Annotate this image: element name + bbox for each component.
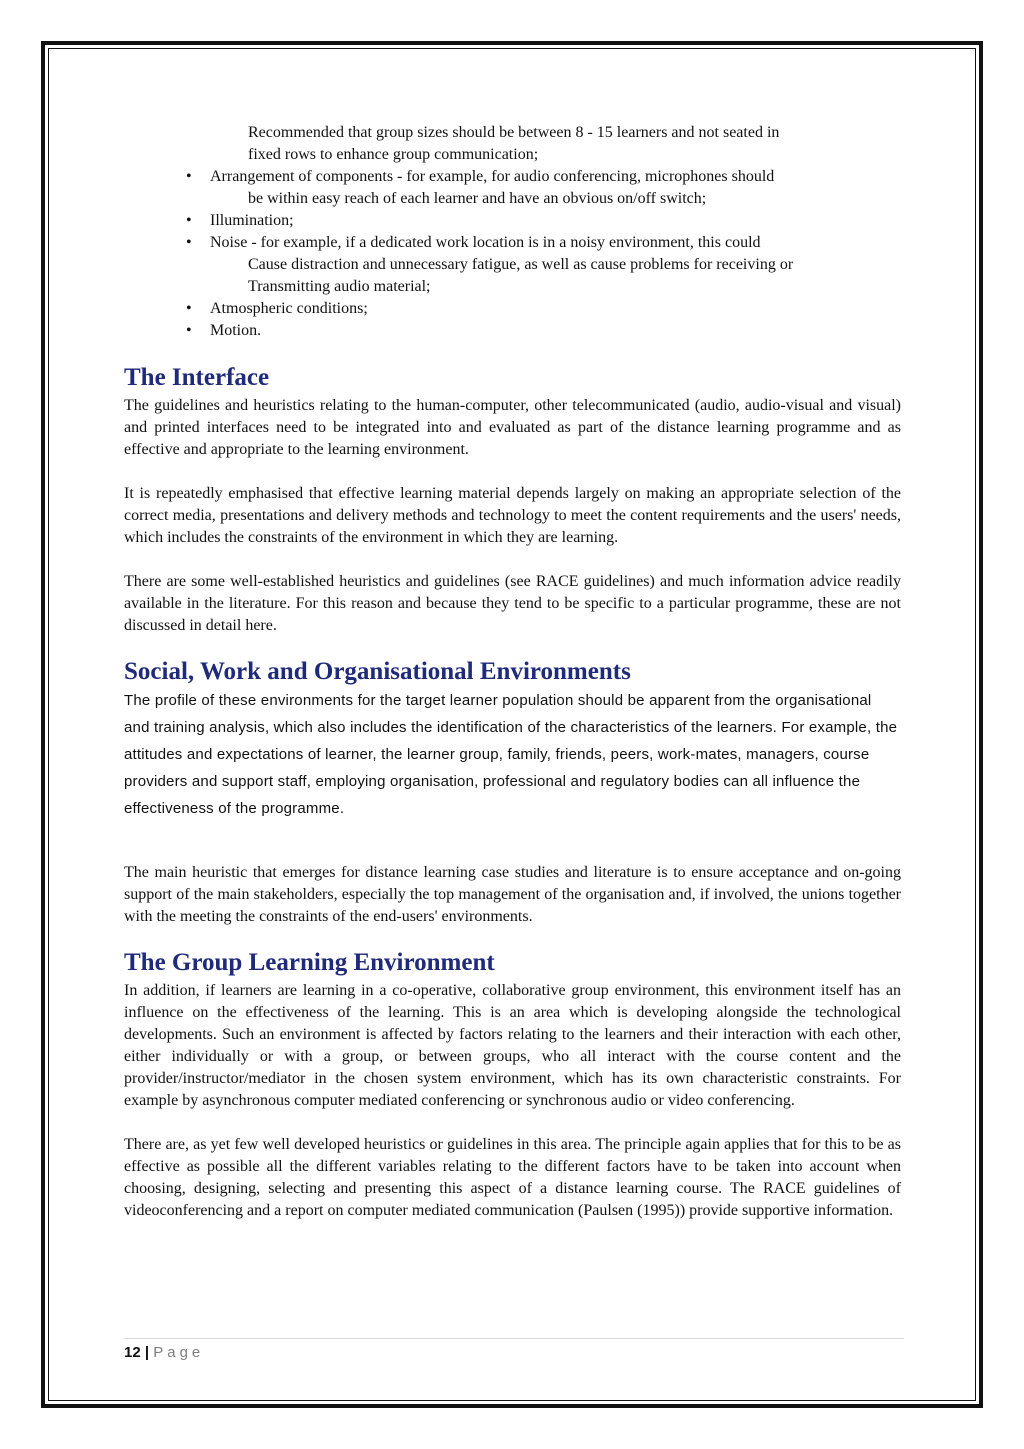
continuation-line: Recommended that group sizes should be between 8 - 15 learners and not seated in: [248, 124, 780, 141]
paragraph: In addition, if learners are learning in a co-operative, collaborative group environment, this environment itself has an influence on the effectiveness of the learning. This is an area which is developing alongside the technological developments. Such an environment is affected by factors relating to the learners and their interaction with each other, either individually or with a group, or between groups, who all interact with the course content and the provider/instructor/mediator in the chosen system environment, which has its own characteristic constraints. For example by asynchronous computer mediated conferencing or synchronous audio or video conferencing.: [124, 982, 901, 1109]
bullet-icon: •: [186, 168, 192, 185]
section-heading-social: Social, Work and Organisational Environments: [124, 658, 631, 685]
section-heading-group: The Group Learning Environment: [124, 949, 495, 976]
list-item: [124, 298, 901, 320]
paragraph: The profile of these environments for the target learner population should be apparent from the organisational and training analysis, which also includes the identification of the characteristics of the learners. For example, the attitudes and expectations of learner, the learner group, family, friends, peers, work-mates, managers, course providers and support staff, employing organisation, professional and regulatory bodies can all influence the effectiveness of the programme.: [124, 692, 898, 817]
list-item-text: Illumination;: [210, 212, 294, 229]
list-item-text: Cause distraction and unnecessary fatigue, as well as cause problems for receiving or: [248, 256, 794, 273]
list-item: [124, 210, 901, 232]
list-item-text: Noise - for example, if a dedicated work location is in a noisy environment, this could: [210, 234, 761, 251]
list-item-text: Atmospheric conditions;: [210, 300, 368, 317]
footer-separator: |: [144, 1344, 150, 1361]
list-item-text: Motion.: [210, 322, 262, 339]
section-heading-interface: The Interface: [124, 364, 270, 391]
paragraph: The guidelines and heuristics relating to the human-computer, other telecommunicated (audio, audio-visual and visual) and printed interfaces need to be integrated into and evaluated as part of the distance learning programme and as effective and appropriate to the learning environment.: [124, 397, 901, 458]
paragraph: The main heuristic that emerges for distance learning case studies and literature is to ensure acceptance and on-going support of the main stakeholders, especially the top management of the organisation and, if involved, the unions together with the meeting the constraints of the end-users' environments.: [124, 864, 901, 925]
page-footer: [124, 1343, 204, 1363]
bullet-list: [124, 166, 901, 342]
paragraph: It is repeatedly emphasised that effective learning material depends largely on making an appropriate selection of the correct media, presentations and delivery methods and technology to meet the content requirements and the users' needs, which includes the constraints of the environment in which they are learning.: [124, 485, 901, 546]
footer-divider: [124, 1338, 904, 1339]
page-number: 12: [124, 1344, 141, 1361]
list-item-text: Arrangement of components - for example, for audio conferencing, microphones should: [210, 168, 775, 185]
paragraph: There are some well-established heuristics and guidelines (see RACE guidelines) and much information advice readily available in the literature. For this reason and because they tend to be specific to a particular programme, these are not discussed in detail here.: [124, 573, 901, 634]
page-content: [124, 122, 901, 1222]
continuation-line: fixed rows to enhance group communication;: [248, 146, 539, 163]
bullet-icon: •: [186, 300, 192, 317]
list-item-text: Transmitting audio material;: [248, 278, 431, 295]
bullet-icon: •: [186, 234, 192, 251]
paragraph: There are, as yet few well developed heuristics or guidelines in this area. The principle again applies that for this to be as effective as possible all the different variables relating to the different factors have to be taken into account when choosing, designing, selecting and presenting this aspect of a distance learning course. The RACE guidelines of videoconferencing and a report on computer mediated communication (Paulsen (1995)) provide supportive information.: [124, 1136, 901, 1219]
list-item-text: be within easy reach of each learner and have an obvious on/off switch;: [248, 190, 707, 207]
list-item: [124, 320, 901, 342]
bullet-icon: •: [186, 322, 192, 339]
bullet-icon: •: [186, 212, 192, 229]
page-label: Page: [153, 1344, 205, 1361]
list-item: [124, 166, 901, 210]
list-item: [124, 232, 901, 298]
